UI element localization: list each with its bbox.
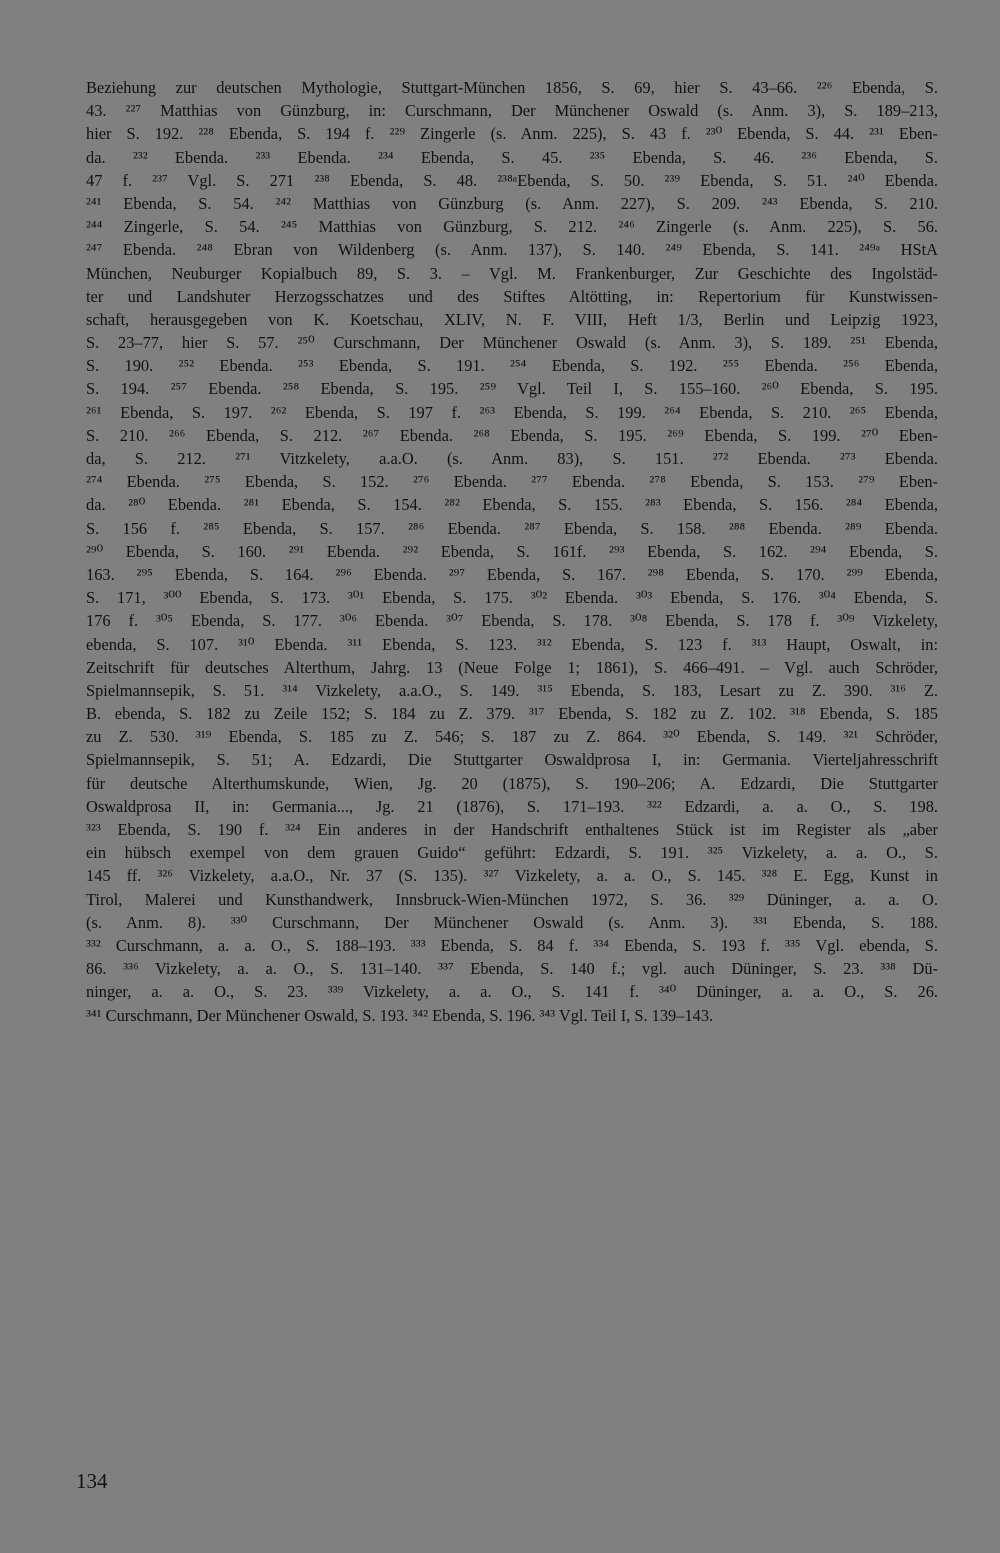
footnote-line: Spielmannsepik, S. 51. ³¹⁴ Vizkelety, a.a.O., S. 149. ³¹⁵ Ebenda, S. 183, Lesart zu Z. 390. ³¹⁶ Z. <box>86 680 938 700</box>
page-number: 134 <box>76 1469 108 1493</box>
footnote-line: für deutsche Alterthumskunde, Wien, Jg. 20 (1875), S. 190–206; A. Edzardi, Die Stuttgarter <box>86 773 938 793</box>
footnote-line: da, S. 212. ²⁷¹ Vitzkelety, a.a.O. (s. Anm. 83), S. 151. ²⁷² Ebenda. ²⁷³ Ebenda. <box>86 449 938 468</box>
footnotes-block <box>86 76 938 1027</box>
footnote-line: B. ebenda, S. 182 zu Zeile 152; S. 184 zu Z. 379. ³¹⁷ Ebenda, S. 182 zu Z. 102. ³¹⁸ Ebenda, S. 185 <box>86 704 938 724</box>
footnote-line: ²⁹⁰ Ebenda, S. 160. ²⁹¹ Ebenda. ²⁹² Ebenda, S. 161f. ²⁹³ Ebenda, S. 162. ²⁹⁴ Ebenda, S. <box>86 541 938 561</box>
footnote-line: zu Z. 530. ³¹⁹ Ebenda, S. 185 zu Z. 546; S. 187 zu Z. 864. ³²⁰ Ebenda, S. 149. ³²¹ Schröder, <box>86 727 938 747</box>
footnote-line: ³²³ Ebenda, S. 190 f. ³²⁴ Ein anderes in der Handschrift enthaltenes Stück ist im Register als „aber <box>86 820 938 839</box>
footnote-line: ²⁷⁴ Ebenda. ²⁷⁵ Ebenda, S. 152. ²⁷⁶ Ebenda. ²⁷⁷ Ebenda. ²⁷⁸ Ebenda, S. 153. ²⁷⁹ Eben- <box>86 472 938 492</box>
footnote-line: S. 171, ³⁰⁰ Ebenda, S. 173. ³⁰¹ Ebenda, S. 175. ³⁰² Ebenda. ³⁰³ Ebenda, S. 176. ³⁰⁴ Ebenda, S. <box>86 588 938 608</box>
footnote-line: S. 156 f. ²⁸⁵ Ebenda, S. 157. ²⁸⁶ Ebenda. ²⁸⁷ Ebenda, S. 158. ²⁸⁸ Ebenda. ²⁸⁹ Ebenda. <box>86 518 938 538</box>
footnote-line: 163. ²⁹⁵ Ebenda, S. 164. ²⁹⁶ Ebenda. ²⁹⁷ Ebenda, S. 167. ²⁹⁸ Ebenda, S. 170. ²⁹⁹ Ebenda, <box>86 564 938 584</box>
footnote-line: 47 f. ²³⁷ Vgl. S. 271 ²³⁸ Ebenda, S. 48. ²³⁸ᵃEbenda, S. 50. ²³⁹ Ebenda, S. 51. ²⁴⁰ Ebenda. <box>86 170 938 190</box>
footnote-line: 145 ff. ³²⁶ Vizkelety, a.a.O., Nr. 37 (S. 135). ³²⁷ Vizkelety, a. a. O., S. 145. ³²⁸ E. Egg, Kunst in <box>86 866 938 886</box>
footnote-line: ebenda, S. 107. ³¹⁰ Ebenda. ³¹¹ Ebenda, S. 123. ³¹² Ebenda, S. 123 f. ³¹³ Haupt, Oswalt, in: <box>86 634 938 654</box>
footnote-line: Spielmannsepik, S. 51; A. Edzardi, Die Stuttgarter Oswaldprosa I, in: Germania. Vierteljahresschrift <box>86 750 938 770</box>
footnote-line: Zeitschrift für deutsches Alterthum, Jahrg. 13 (Neue Folge 1; 1861), S. 466–491. – Vgl. auch Schröder, <box>86 657 938 677</box>
footnote-line: 43. ²²⁷ Matthias von Günzburg, in: Curschmann, Der Münchener Oswald (s. Anm. 3), S. 189–213, <box>86 101 938 121</box>
footnote-line: da. ²³² Ebenda. ²³³ Ebenda. ²³⁴ Ebenda, S. 45. ²³⁵ Ebenda, S. 46. ²³⁶ Ebenda, S. <box>86 147 938 167</box>
footnote-line: hier S. 192. ²²⁸ Ebenda, S. 194 f. ²²⁹ Zingerle (s. Anm. 225), S. 43 f. ²³⁰ Ebenda, S. 44. ²³¹ Eben- <box>86 124 938 144</box>
footnote-line: ²⁴¹ Ebenda, S. 54. ²⁴² Matthias von Günzburg (s. Anm. 227), S. 209. ²⁴³ Ebenda, S. 210. <box>86 193 938 213</box>
footnote-line: ninger, a. a. O., S. 23. ³³⁹ Vizkelety, a. a. O., S. 141 f. ³⁴⁰ Düninger, a. a. O., S. 26. <box>86 982 938 1002</box>
footnote-line: ²⁴⁷ Ebenda. ²⁴⁸ Ebran von Wildenberg (s. Anm. 137), S. 140. ²⁴⁹ Ebenda, S. 141. ²⁴⁹ᵃ HStA <box>86 240 938 260</box>
footnote-line: Oswaldprosa II, in: Germania..., Jg. 21 (1876), S. 171–193. ³²² Edzardi, a. a. O., S. 198. <box>86 796 938 816</box>
footnote-line: München, Neuburger Kopialbuch 89, S. 3. – Vgl. M. Frankenburger, Zur Geschichte des Ingolstäd- <box>86 263 938 283</box>
footnote-line: 176 f. ³⁰⁵ Ebenda, S. 177. ³⁰⁶ Ebenda. ³⁰⁷ Ebenda, S. 178. ³⁰⁸ Ebenda, S. 178 f. ³⁰⁹ Vizkelety, <box>86 611 938 631</box>
footnote-line: ³⁴¹ Curschmann, Der Münchener Oswald, S. 193. ³⁴² Ebenda, S. 196. ³⁴³ Vgl. Teil I, S. 139–143. <box>86 1005 714 1025</box>
footnote-line: ³³² Curschmann, a. a. O., S. 188–193. ³³³ Ebenda, S. 84 f. ³³⁴ Ebenda, S. 193 f. ³³⁵ Vgl. ebenda, S. <box>86 935 938 955</box>
footnote-line: S. 210. ²⁶⁶ Ebenda, S. 212. ²⁶⁷ Ebenda. ²⁶⁸ Ebenda, S. 195. ²⁶⁹ Ebenda, S. 199. ²⁷⁰ Eben- <box>86 425 938 445</box>
footnote-line: (s. Anm. 8). ³³⁰ Curschmann, Der Münchener Oswald (s. Anm. 3). ³³¹ Ebenda, S. 188. <box>86 912 938 932</box>
footnote-line: ter und Landshuter Herzogsschatzes und des Stiftes Altötting, in: Repertorium für Kunstwissen- <box>86 286 938 306</box>
footnote-line: schaft, herausgegeben von K. Koetschau, XLIV, N. F. VIII, Heft 1/3, Berlin und Leipzig 1923, <box>86 309 938 329</box>
footnote-line: Beziehung zur deutschen Mythologie, Stuttgart-München 1856, S. 69, hier S. 43–66. ²²⁶ Ebenda, S. <box>86 78 938 97</box>
footnote-line: ²⁶¹ Ebenda, S. 197. ²⁶² Ebenda, S. 197 f. ²⁶³ Ebenda, S. 199. ²⁶⁴ Ebenda, S. 210. ²⁶⁵ Ebenda, <box>86 402 938 422</box>
footnote-line: Tirol, Malerei und Kunsthandwerk, Innsbruck-Wien-München 1972, S. 36. ³²⁹ Düninger, a. a. O. <box>86 889 938 909</box>
footnote-line: 86. ³³⁶ Vizkelety, a. a. O., S. 131–140. ³³⁷ Ebenda, S. 140 f.; vgl. auch Düninger, S. 23. ³³⁸ Dü- <box>86 959 938 979</box>
footnote-line: S. 190. ²⁵² Ebenda. ²⁵³ Ebenda, S. 191. ²⁵⁴ Ebenda, S. 192. ²⁵⁵ Ebenda. ²⁵⁶ Ebenda, <box>86 356 938 376</box>
footnote-line: S. 194. ²⁵⁷ Ebenda. ²⁵⁸ Ebenda, S. 195. ²⁵⁹ Vgl. Teil I, S. 155–160. ²⁶⁰ Ebenda, S. 195. <box>86 379 938 399</box>
footnote-line: S. 23–77, hier S. 57. ²⁵⁰ Curschmann, Der Münchener Oswald (s. Anm. 3), S. 189. ²⁵¹ Ebenda, <box>86 333 938 353</box>
footnote-line: da. ²⁸⁰ Ebenda. ²⁸¹ Ebenda, S. 154. ²⁸² Ebenda, S. 155. ²⁸³ Ebenda, S. 156. ²⁸⁴ Ebenda, <box>86 495 938 515</box>
footnote-line: ²⁴⁴ Zingerle, S. 54. ²⁴⁵ Matthias von Günzburg, S. 212. ²⁴⁶ Zingerle (s. Anm. 225), S. 56. <box>86 217 938 237</box>
footnote-line: ein hübsch exempel von dem grauen Guido“ geführt: Edzardi, S. 191. ³²⁵ Vizkelety, a. a. O., S. <box>86 843 938 863</box>
